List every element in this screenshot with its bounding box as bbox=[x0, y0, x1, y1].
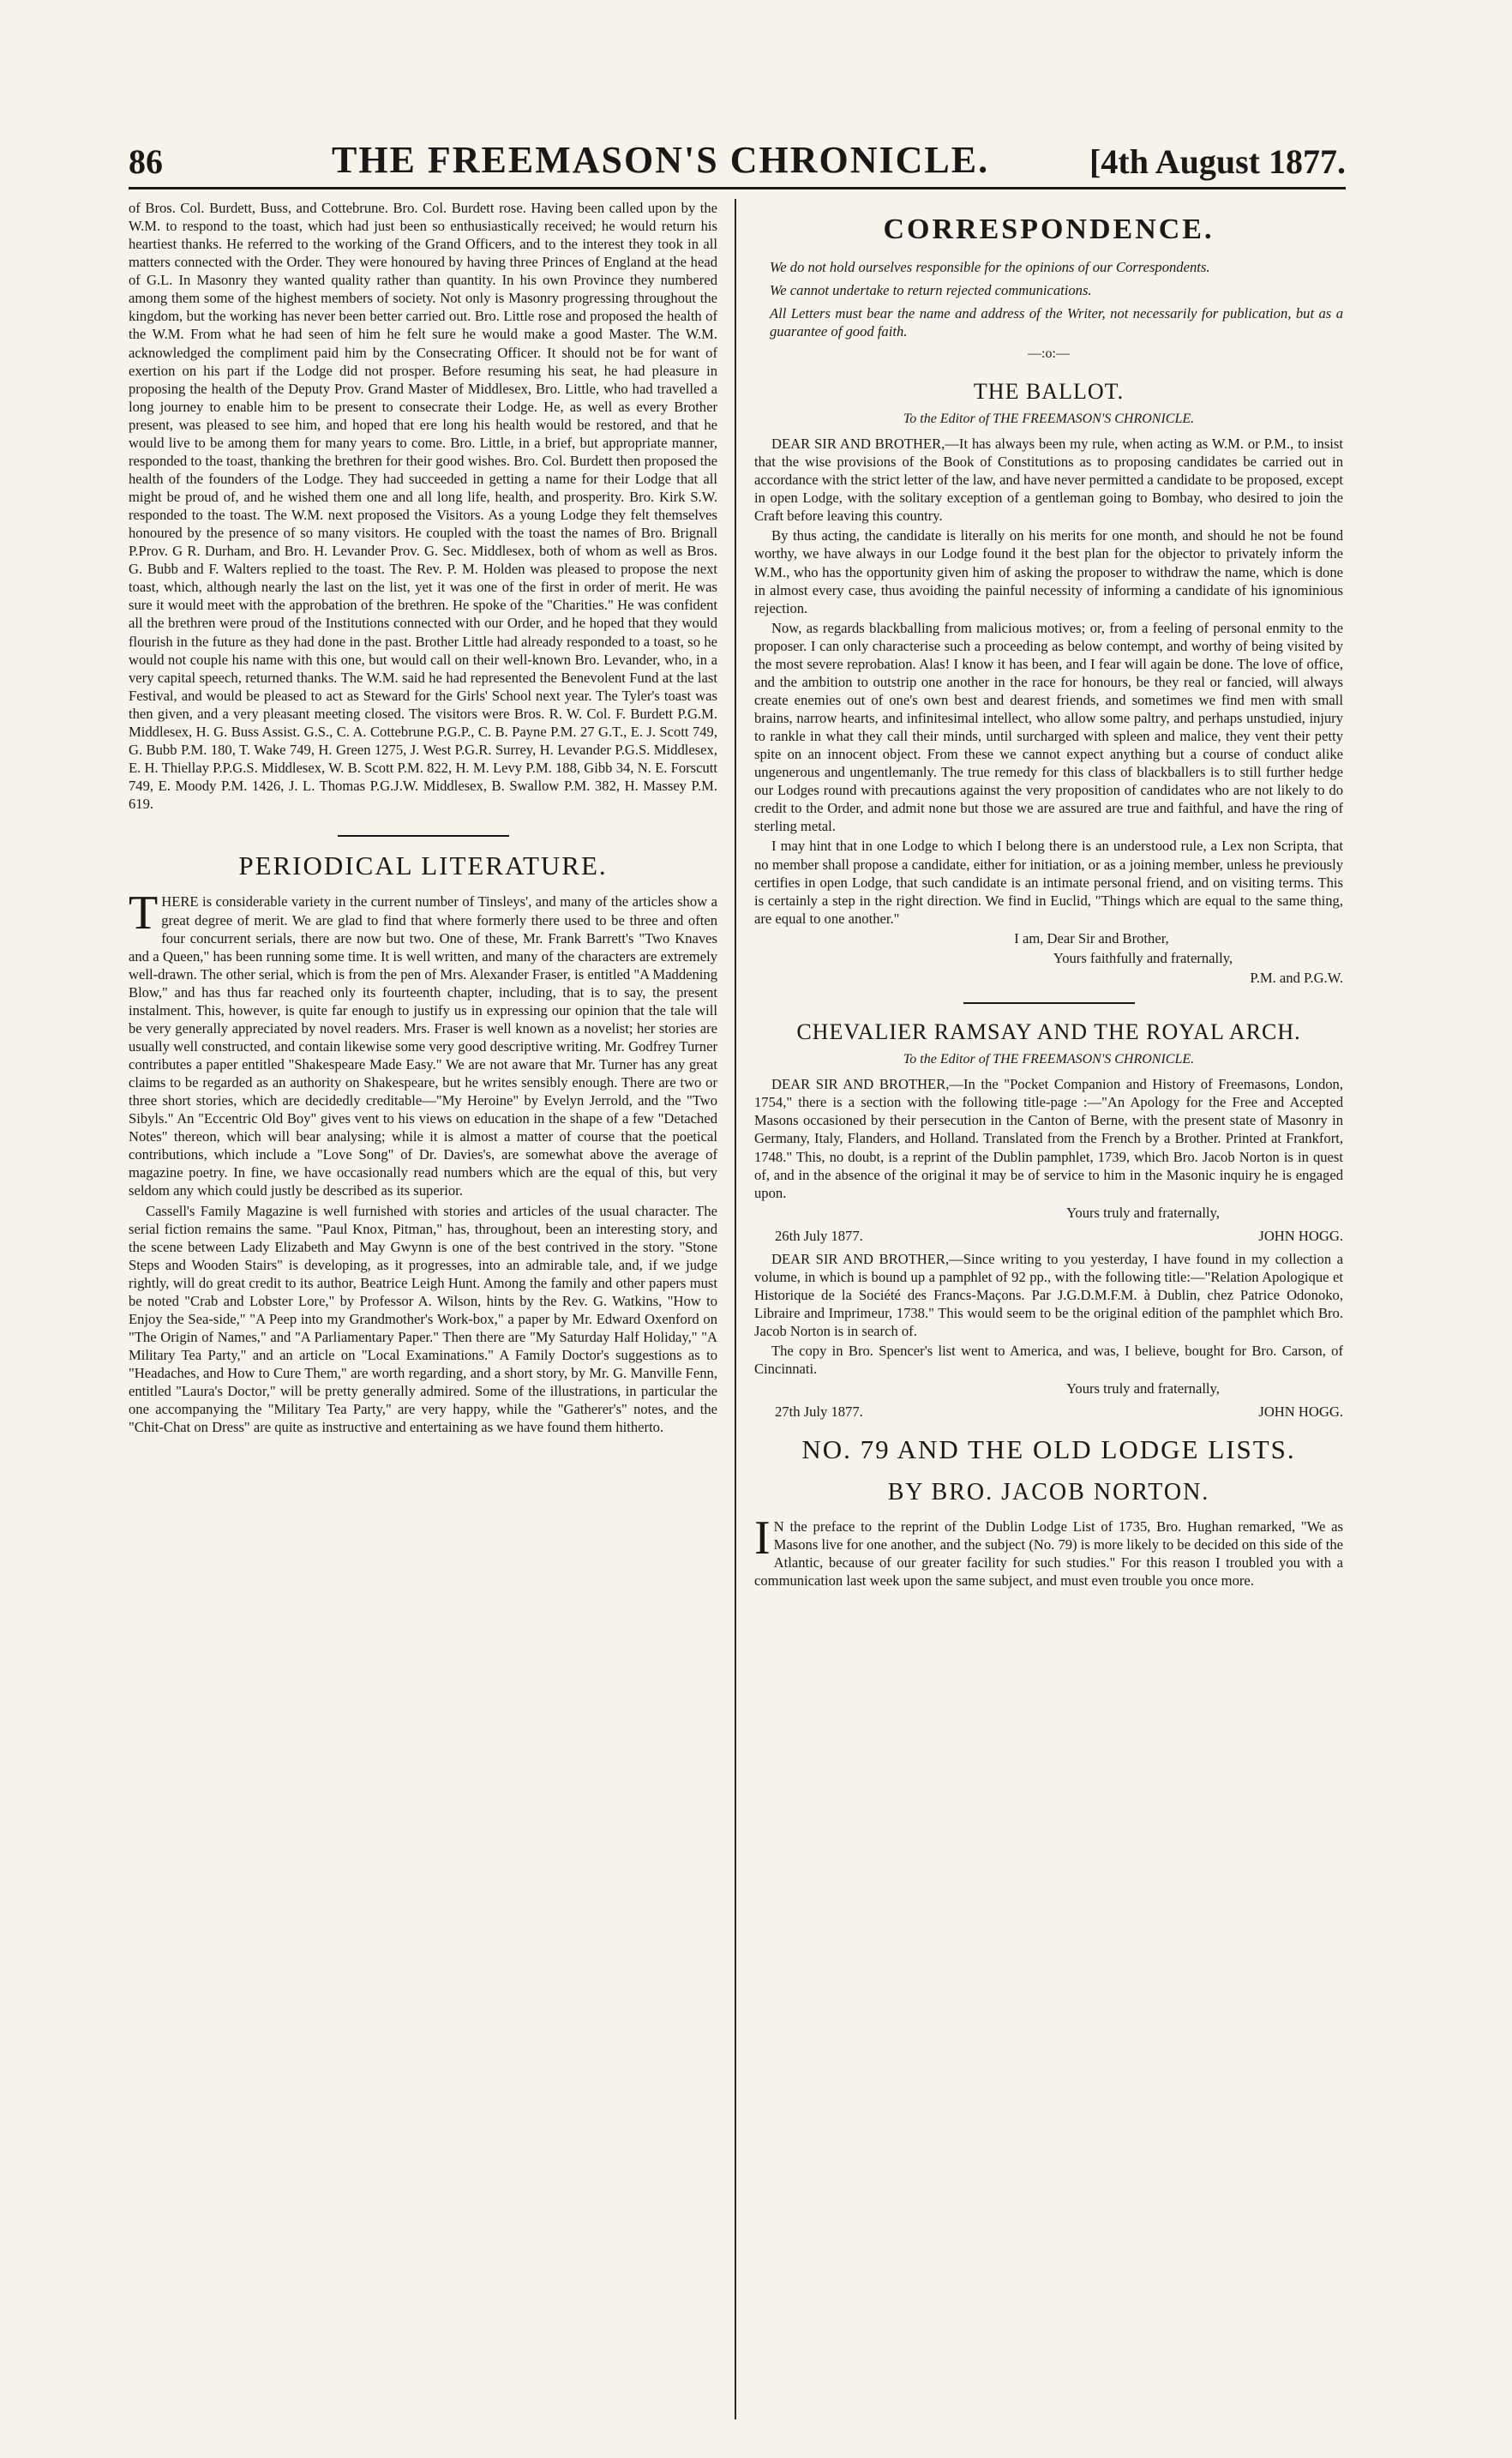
letter-paragraph: By thus acting, the candidate is literally on his merits for one month, and should he not be found worthy, we have always in our Lodge found it the best plan for the objector to privately inform the W.M., who has the opportunity given him of asking the proposer to withdraw the name, which is done in almost every case, thus avoiding the painful necessity of informing a candidate of his ignominious rejection. bbox=[754, 527, 1343, 616]
periodical-literature-title: PERIODICAL LITERATURE. bbox=[238, 850, 608, 881]
signature-row bbox=[754, 1227, 1343, 1245]
letter-paragraph: DEAR SIR AND BROTHER,—Since writing to you yesterday, I have found in my collection a volume, in which is bound up a pamphlet of 92 pp., with the following title:—"Relation Apologique et Historique de la Société des Francs-Maçons. Par J.G.D.M.F.M. à Dublin, chez Patrice Odonoko, Libraire and Imprimeur, 1738." This would seem to be the original edition of the pamphlet which Bro. Jacob Norton is in search of. bbox=[754, 1250, 1343, 1340]
section-divider bbox=[338, 835, 509, 837]
ramsay-title: CHEVALIER RAMSAY AND THE ROYAL ARCH. bbox=[796, 1019, 1301, 1044]
lodge-report-paragraph: of Bros. Col. Burdett, Buss, and Cottebrune. Bro. Col. Burdett rose. Having been called upon by the W.M. to respond to the toast, which had just been so enthusiastically received; he would return his heartiest thanks. He referred to the working of the Grand Officers, and to the interest they took in all matters connected with the Order. They were honoured by having three Princes of England at the head of G.L. In Masonry they wanted quality rather than quantity. In his own Province they numbered among them some of the highest members of society. Not only is Masonry progressing throughout the kingdom, but the working has never been better carried out. Bro. Little rose and proposed the health of the W.M. From what he had seen of him he felt sure he would make a good Master. The W.M. acknowledged the compliment paid him by the Consecrating Officer. It should not be for want of exertion on his part if the Lodge did not prosper. Before resuming his seat, he had pleasure in proposing the health of the Deputy Prov. Grand Master of Middlesex, Bro. Little, who had travelled a long journey to enable him to be present to consecrate their Lodge. He, as well as every Brother present, was pleased to see him, and hoped that ere long his health would be restored, and that he would live to be among them for many years to come. Bro. Little, in a brief, but appropriate manner, responded to the toast, thanking the brethren for their good wishes. Bro. Col. Burdett then proposed the health of the founders of the Lodge. They had succeeded in getting a name for their Lodge that all might be proud of, and he wished them one and all long life, health, and prosperity. Bro. Kirk S.W. responded to the toast. The W.M. next proposed the Visitors. As a young Lodge they felt themselves honoured by the presence of so many visitors. He coupled with the toast the names of Bro. Brignall P.Prov. G R. Durham, and Bro. H. Levander Prov. G. Sec. Middlesex, both of whom as well as Bros. G. Bubb and F. Walters replied to the toast. The Rev. P. M. Holden was pleased to propose the next toast, which, although nearly the last on the list, yet it was one of the first in order of merit. He was sure it would meet with the approbation of the brethren. He spoke of the "Charities." He was confident all the brethren were proud of the Institutions connected with our Order, and he hoped that they would flourish in the future as they had done in the past. Brother Little had already responded to a toast, so he would not couple his name with this one, but would call on their well-known Bro. Levander, who, in a very capital speech, returned thanks. The W.M. said he had represented the Benevolent Fund at the last Festival, and would be pleased to act as Steward for the Girls' School next year. The Tyler's toast was then given, and a very pleasant meeting closed. The visitors were Bros. R. W. Col. F. Burdett P.G.M. Middlesex, H. G. Buss Assist. G.S., C. A. Cottebrune P.G.P., C. B. Payne P.M. 27 G.T., E. J. Scott 749, G. Bubb P.M. 180, T. Wake 749, H. Green 1275, J. West P.G.R. Surrey, H. Levander P.G.S. Middlesex, E. H. Thiellay P.P.G.S. Middlesex, W. B. Scott P.M. 822, H. M. Levy P.M. 188, Gibb 34, N. E. Forscutt 749, E. Moody P.M. 1426, J. L. Thomas P.G.J.W. Middlesex, B. Swallow P.M. 382, H. Massey P.M. 619. bbox=[129, 200, 717, 813]
periodical-paragraph-2: Cassell's Family Magazine is well furnished with stories and articles of the usual character. The serial fiction remains the same. "Paul Knox, Pitman," has, throughout, been an interesting story, and the scene between Lady Elizabeth and May Gwynn is one of the best contrived in the story. "Stone Steps and Wooden Stairs" is developing, as it progresses, into an admirable tale, and, if we judge rightly, will do great credit to its author, Beatrice Leigh Hunt. Among the family and other papers must be noted "Crab and Lobster Lore," by Professor A. Wilson, hints by the Rev. G. Watkins, "How to Enjoy the Sea-side," "A Peep into my Grandmother's Work-box," a paper by Mr. Edward Oxenford on "The Origin of Names," and "A Parliamentary Paper." Then there are "My Saturday Half Holiday," "A Military Tea Party," and an article on "Local Examinations." A Family Doctor's suggestions as to "Headaches, and How to Cure Them," are worth regarding, and a short story, by Mr. G. Manville Fenn, entitled "Laura's Doctor," will be pretty generally admired. Some of the illustrations, in particular the one accompanying the "Military Tea Party," are very happy, while the "Gatherer's" notes, and the "Chit-Chat on Dress" are quite as instructive and entertaining as we have found them hitherto. bbox=[129, 1202, 717, 1436]
periodical-paragraph-1: THERE is considerable variety in the current number of Tinsleys', and many of the articles show a great degree of merit. We are glad to find that where formerly there used to be three and often four concurrent serials, there are now but two. One of these, Mr. Frank Barrett's "Two Knaves and a Queen," has been running some time. It is well written, and many of the characters are extremely well-drawn. The other serial, which is from the pen of Mrs. Alexander Fraser, is entitled "A Maddening Blow," and has thus far reached only its fourteenth chapter, including, that is to say, the present instalment. This, however, is quite far enough to justify us in expressing our opinion that the tale will be very generally appreciated by novel readers. Mrs. Fraser is well known as a novelist; her stories are usually well constructed, and contain likewise some very good descriptive writing. Mr. Godfrey Turner contributes a paper entitled "Shakespeare Made Easy." We are not aware that Mr. Turner has any great claims to be regarded as an authority on Shakespeare, but he writes sensibly enough. There are two or three short stories, which are decidedly creditable—"My Heroine" by Evelyn Jerrold, and the "Two Sibyls." An "Eccentric Old Boy" gives vent to his views on education in the shape of a few "Detached Notes" thereon, which will bear analysing; while it is almost a matter of course that the poetical contributions, which include a "Love Song" of Dr. Davies's, are somewhat above the average of magazine poetry. In fine, we have occasionally read numbers which are the equal of this, but very seldom any which could justly be described as its superior. bbox=[129, 886, 717, 1199]
letter-address: To the Editor of THE FREEMASON'S CHRONICLE. bbox=[903, 1051, 1195, 1067]
letter-date: 27th July 1877. bbox=[775, 1403, 863, 1421]
letter-address: To the Editor of THE FREEMASON'S CHRONICLE. bbox=[903, 411, 1195, 426]
newspaper-title: THE FREEMASON'S CHRONICLE. bbox=[331, 139, 990, 181]
column-divider bbox=[735, 199, 736, 2419]
section-divider bbox=[963, 1002, 1135, 1004]
article-paragraph: I N the preface to the reprint of the Dublin Lodge List of 1735, Bro. Hughan remarked, "We as Masons live for one another, and the subject (No. 79) is more likely to be decided on this side of the Atlantic, because of our greater facility for such studies." For this reason I troubled you with a communication last week upon the same subject, and must even trouble you once more. bbox=[754, 1511, 1343, 1590]
letter-signature: JOHN HOGG. bbox=[1258, 1227, 1343, 1244]
left-column bbox=[129, 199, 717, 1438]
ballot-letter bbox=[754, 377, 1343, 987]
letter-closing: Yours truly and fraternally, bbox=[1066, 1380, 1220, 1397]
periodical-literature-section bbox=[129, 849, 717, 1436]
editorial-notice: We do not hold ourselves responsible for the opinions of our Correspondents. bbox=[770, 259, 1210, 276]
editorial-notice: All Letters must bear the name and address of the Writer, not necessarily for publication, but as a guarantee of good faith. bbox=[770, 305, 1343, 340]
signature-row bbox=[754, 1403, 1343, 1421]
letter-paragraph: The copy in Bro. Spencer's list went to America, and was, I believe, bought for Bro. Carson, of Cincinnati. bbox=[754, 1343, 1343, 1378]
letter-paragraph: DEAR SIR AND BROTHER,—In the "Pocket Companion and History of Freemasons, London, 1754," there is a section with the following title-page :—"An Apology for the Free and Accepted Masons occasioned by their persecution in the Canton of Berne, with the present state of Masonry in Germany, Italy, Flanders, and Holland. Translated from the French by a Brother. Printed at Frankfort, 1748." This, no doubt, is a reprint of the Dublin pamphlet, 1739, which Bro. Jacob Norton is in quest of, and in the absence of the original it may be of service to him in the Masonic inquiry he is engaged upon. bbox=[754, 1076, 1343, 1201]
ballot-title: THE BALLOT. bbox=[973, 378, 1125, 404]
letter-closing: I am, Dear Sir and Brother, bbox=[1014, 929, 1169, 947]
correspondence-title: CORRESPONDENCE. bbox=[883, 213, 1215, 245]
ornamental-separator: —:o:— bbox=[1028, 346, 1070, 362]
page-number: 86 bbox=[129, 142, 163, 181]
letter-closing: Yours truly and fraternally, bbox=[1066, 1204, 1220, 1221]
letter-date: 26th July 1877. bbox=[775, 1227, 863, 1244]
letter-paragraph: I may hint that in one Lodge to which I belong there is an understood rule, a Lex non Scripta, that no member shall propose a candidate, either for initiation, or as a joining member, unless he previously certifies in open Lodge, that such candidate is an intimate personal friend, and on visiting terms. This is certainly a step in the right direction. We find in Euclid, "Things which are equal to the same thing, are equal to one another." bbox=[754, 838, 1343, 927]
letter-signature: JOHN HOGG. bbox=[1258, 1403, 1343, 1421]
issue-date: [4th August 1877. bbox=[1089, 142, 1346, 181]
drop-cap-letter: T bbox=[129, 886, 159, 941]
letter-signature: P.M. and P.G.W. bbox=[1250, 969, 1343, 986]
masthead bbox=[129, 127, 1346, 189]
correspondence-section bbox=[754, 211, 1343, 364]
drop-cap-letter: I bbox=[754, 1511, 771, 1566]
editorial-notice: We cannot undertake to return rejected communications. bbox=[770, 282, 1092, 299]
ramsay-letters bbox=[754, 1018, 1343, 1421]
letter-paragraph: Now, as regards blackballing from malicious motives; or, from a feeling of personal enmity to the proposer. I can only characterise such a proceeding as below contempt, and worthy of being visited by the most severe reprobation. Alas! I know it has been, and I fear will again be done. The love of office, and the ambition to outstrip one another in the race for honours, be they real or fancied, will always create enemies out of one's own best and dearest friends, and sometimes we find men with small brains, narrow hearts, and infinitesimal intellect, who allow some paltry, and perhaps unstudied, injury to rankle in what they call their minds, until surcharged with spleen and malice, they vent their petty spite on an innocent object. From these we cannot expect anything but a course of conduct alike ungenerous and ungentlemanly. The true remedy for this class of blackballers is to still further hedge our Lodges round with precautions against the very proposition of candidates who are not likely to do credit to the Order, and admit none but those we are assured are true and faithful, and have the ring of sterling metal. bbox=[754, 619, 1343, 835]
right-column bbox=[754, 199, 1343, 1592]
letter-paragraph: DEAR SIR AND BROTHER,—It has always been my rule, when acting as W.M. or P.M., to insist that the wise provisions of the Book of Constitutions as to proposing candidates be carried out in accordance with the strict letter of the law, and have never permitted a candidate to be proposed, except in open Lodge, with the solitary exception of a gentleman going to Bombay, who desired to join the Craft before leaving this country. bbox=[754, 436, 1343, 525]
lodge-lists-article bbox=[754, 1433, 1343, 1590]
lodge-lists-title: NO. 79 AND THE OLD LODGE LISTS. bbox=[801, 1434, 1296, 1465]
article-byline: BY BRO. JACOB NORTON. bbox=[887, 1478, 1210, 1505]
letter-closing: Yours faithfully and fraternally, bbox=[1053, 949, 1233, 966]
